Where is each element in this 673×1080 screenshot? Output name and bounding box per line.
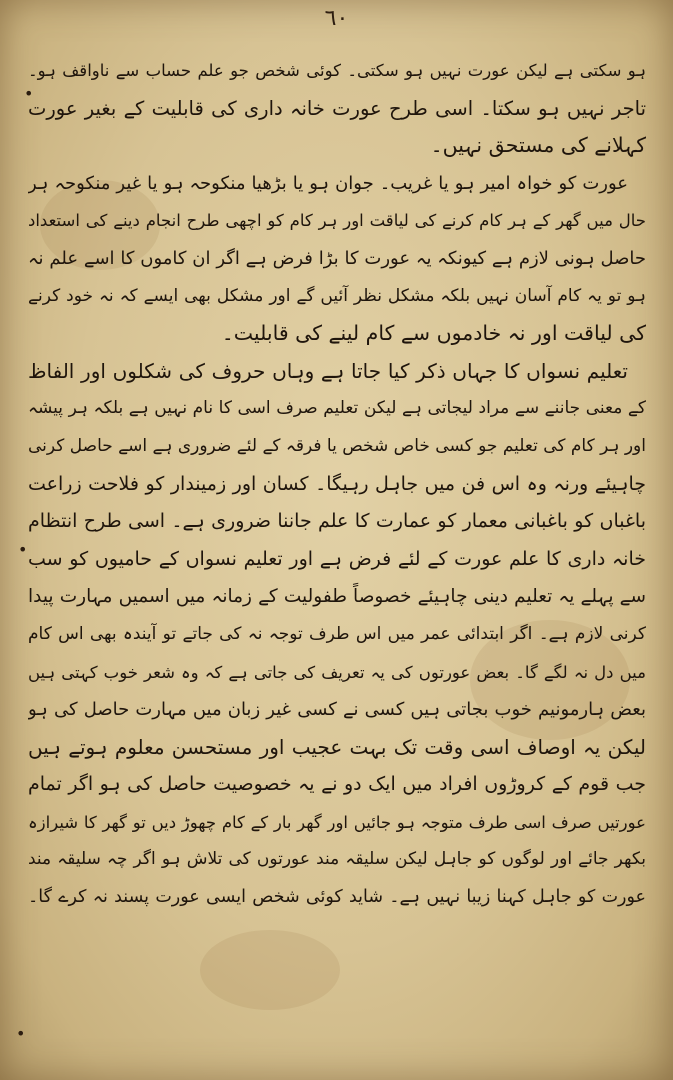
text-line: کی لیاقت اور نہ خادموں سے کام لینے کی قابلیت۔ bbox=[221, 321, 646, 346]
text-line: عورت کو جاہل کہنا زیبا نہیں ہے۔ شاید کوئی شخص ایسی عورت پسند نہ کرے گا۔ bbox=[28, 887, 646, 908]
text-line: میں دل نہ لگے گا۔ بعض عورتوں کی یہ تعریف کی جاتی ہے کہ وہ شعر خوب کہتی ہیں bbox=[28, 662, 646, 682]
text-line: تاجر نہیں ہو سکتا۔ اسی طرح عورت خانہ داری کی قابلیت کے بغیر عورت bbox=[28, 96, 646, 120]
text-line: ہو تو یہ کام آسان نہیں بلکہ مشکل نظر آئیں گے اور مشکل بھی ایسے کہ نہ خود کرنے bbox=[28, 285, 646, 306]
text-line: سے پہلے یہ تعلیم دینی چاہیئے خصوصاً طفولیت کے زمانہ میں اسمیں مہارت پیدا bbox=[28, 586, 646, 608]
text-line: باغباں کو باغبانی معمار کو عمارت کا علم جاننا ضروری ہے۔ اسی طرح انتظام bbox=[28, 510, 646, 533]
text-line: کے معنی جاننے سے مراد لیجاتی ہے لیکن تعلیم صرف اسی کا نام نہیں ہے بلکہ ہر پیشہ bbox=[28, 398, 646, 419]
margin-dot: • bbox=[18, 540, 28, 559]
body-text bbox=[28, 52, 646, 917]
text-line: عورتیں صرف اسی طرف متوجہ ہو جائیں اور گھر بار کے کام چھوڑ دیں تو گھر کا شیرازہ bbox=[28, 812, 646, 832]
text-line: اور ہر کام کی تعلیم جو کسی خاص شخص یا فرقہ کے لئے ضروری ہے اسے حاصل کرنی bbox=[28, 435, 646, 456]
page-number: ٦٠ bbox=[324, 6, 349, 31]
paragraph-first-line: تعلیم نسواں کا جہاں ذکر کیا جاتا ہے وہاں حروف کی شکلوں اور الفاظ bbox=[28, 358, 628, 383]
text-line: ہو سکتی ہے لیکن عورت نہیں ہو سکتی۔ کوئی شخص جو علم حساب سے ناواقف ہو۔ bbox=[28, 61, 646, 80]
text-line: بکھر جائے اور لوگوں کو جاہل لیکن سلیقہ مند عورتوں کی تلاش ہو اگر چہ سلیقہ مند bbox=[28, 849, 646, 870]
text-line: خانہ داری کا علم عورت کے لئے فرض ہے اور تعلیم نسواں کے حامیوں کو سب bbox=[28, 547, 646, 570]
text-line: چاہیئے ورنہ وہ اس فن میں جاہل رہیگا۔ کسان اور زمیندار کو فلاحت زراعت bbox=[28, 472, 646, 495]
text-line: جب قوم کے کروڑوں افراد میں ایک دو نے یہ خصوصیت حاصل کی ہو اگر تمام bbox=[28, 773, 646, 796]
text-line: لیکن یہ اوصاف اسی وقت تک بہت عجیب اور مستحسن معلوم ہوتے ہیں bbox=[28, 734, 646, 759]
text-line: حال میں گھر کے ہر کام کرنے کی لیاقت اور ہر کام کو اچھی طرح انجام دینے کی استعداد bbox=[28, 211, 646, 231]
paragraph-first-line: عورت کو خواہ امیر ہو یا غریب۔ جوان ہو یا بڑھیا منکوحہ ہو یا غیر منکوحہ ہر bbox=[28, 172, 628, 194]
paper-stain bbox=[200, 930, 340, 1010]
text-line: کرنی لازم ہے۔ اگر ابتدائی عمر میں اس طرف توجہ نہ کی جاتے تو آیندہ بھی اس کام bbox=[28, 623, 646, 644]
margin-dot: • bbox=[24, 84, 34, 103]
text-line: بعض ہارمونیم خوب بجاتی ہیں کسی نے کسی غیر زبان میں مہارت حاصل کی ہو bbox=[28, 699, 646, 721]
text-line: کہلانے کی مستحق نہیں۔ bbox=[430, 133, 646, 158]
margin-dot: • bbox=[16, 1024, 26, 1043]
text-line: حاصل ہونی لازم ہے کیونکہ یہ عورت کا بڑا فرض ہے اگر ان کاموں کا اسے علم نہ bbox=[28, 247, 646, 269]
